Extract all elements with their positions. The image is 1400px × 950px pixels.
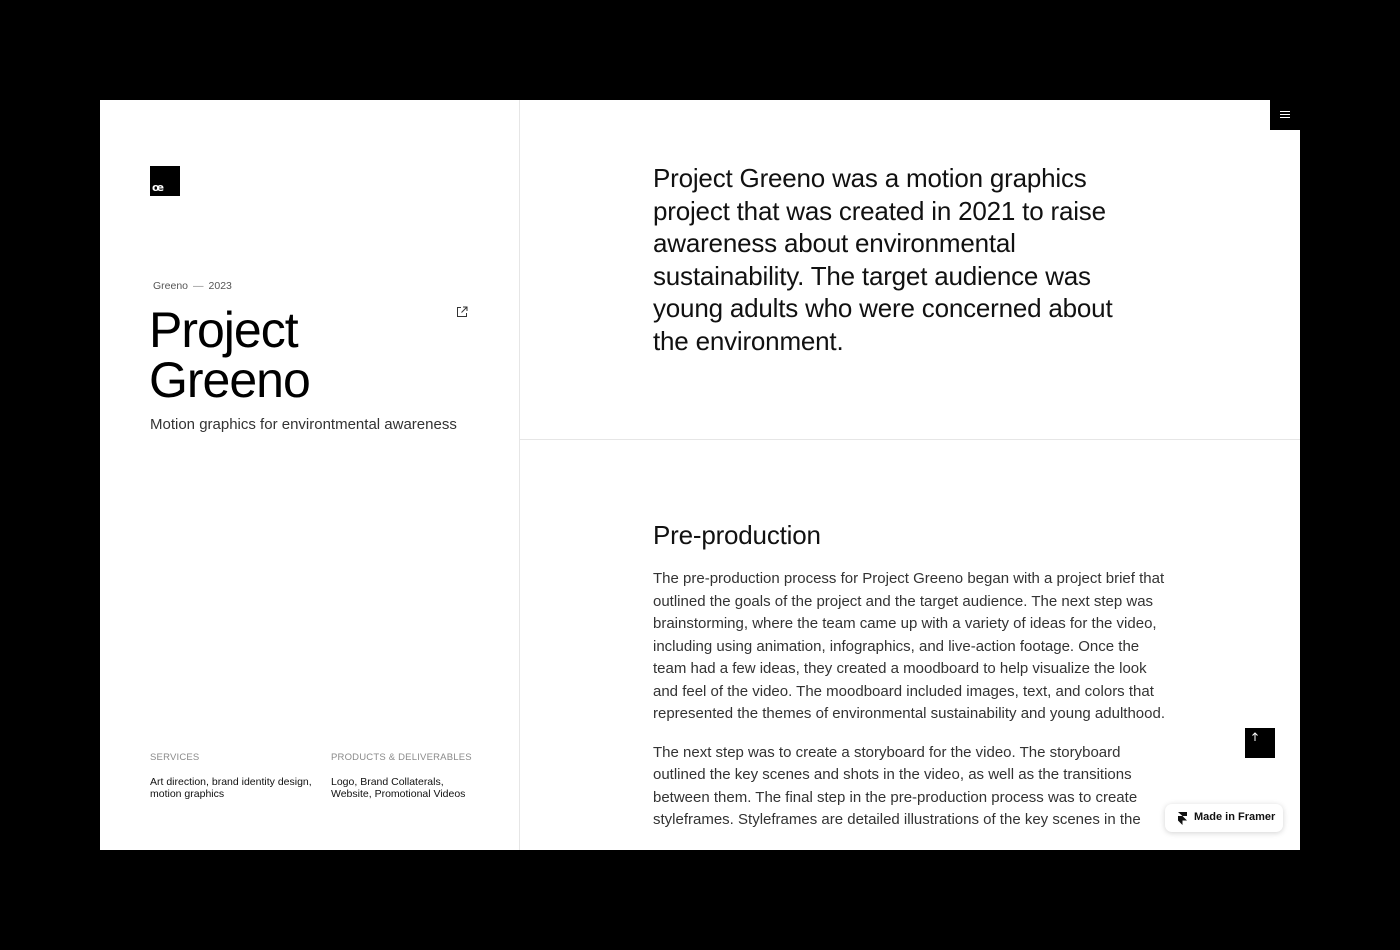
intro-text: Project Greeno was a motion graphics project that was created in 2021 to raise awareness about environmental sustainability. The target audience was young adults who were concerned about the environment. (653, 163, 1113, 356)
project-sidebar (100, 100, 520, 850)
intro-section (520, 100, 1300, 440)
meta-separator: — (193, 280, 204, 292)
project-year: 2023 (208, 280, 232, 292)
menu-bar (1280, 111, 1290, 112)
logo[interactable] (150, 166, 180, 196)
section-heading: Pre-production (653, 520, 821, 550)
arrow-up-icon (1245, 728, 1275, 758)
products-block (331, 752, 481, 800)
project-meta (153, 280, 232, 292)
external-link-icon[interactable] (455, 305, 469, 319)
services-block (150, 752, 320, 800)
services-label: SERVICES (150, 752, 200, 763)
scroll-to-top-button[interactable] (1245, 728, 1275, 758)
paragraph-1: The pre-production process for Project Greeno began with a project brief that outlined the goals of the project and the target audience. The next step was brainstorming, where the team came up with a variety of ideas for the video, including using animation, infographics, and live-action footage. Once the team had a few ideas, they created a moodboard to help visualize the look and feel of the video. The moodboard included images, text, and colors that represented the themes of environmental sustainability and young adulthood. (653, 570, 1165, 723)
framer-logo-icon (1177, 812, 1188, 825)
made-in-framer-badge[interactable] (1165, 804, 1283, 832)
paragraph-2: The next step was to create a storyboard for the video. The storyboard outlined the key scenes and shots in the video, as well as the transitions between them. The final step in the pre-production process was to create styleframes. Styleframes are detailed illustrations of the key scenes in the (653, 743, 1141, 829)
external-link-icon-graphic (455, 305, 469, 319)
badge-label: Made in Framer (1194, 811, 1276, 823)
project-title-line1: Project (149, 302, 298, 358)
project-client: Greeno (153, 280, 189, 292)
hamburger-menu-icon[interactable] (1270, 100, 1300, 130)
preproduction-section (653, 520, 1168, 832)
services-value: Art direction, brand identity design, motion graphics (150, 776, 312, 800)
products-label: PRODUCTS & DELIVERABLES (331, 752, 472, 763)
project-subtitle: Motion graphics for environtmental awareness (150, 416, 457, 433)
menu-bar (1280, 114, 1290, 115)
project-content (520, 100, 1300, 850)
menu-bar (1280, 117, 1290, 118)
logo-mark: œ (152, 181, 165, 194)
page-card (100, 100, 1300, 850)
project-title (149, 302, 449, 408)
products-value: Logo, Brand Collaterals, Website, Promotional Videos (331, 776, 466, 800)
project-title-line2: Greeno (149, 352, 310, 408)
